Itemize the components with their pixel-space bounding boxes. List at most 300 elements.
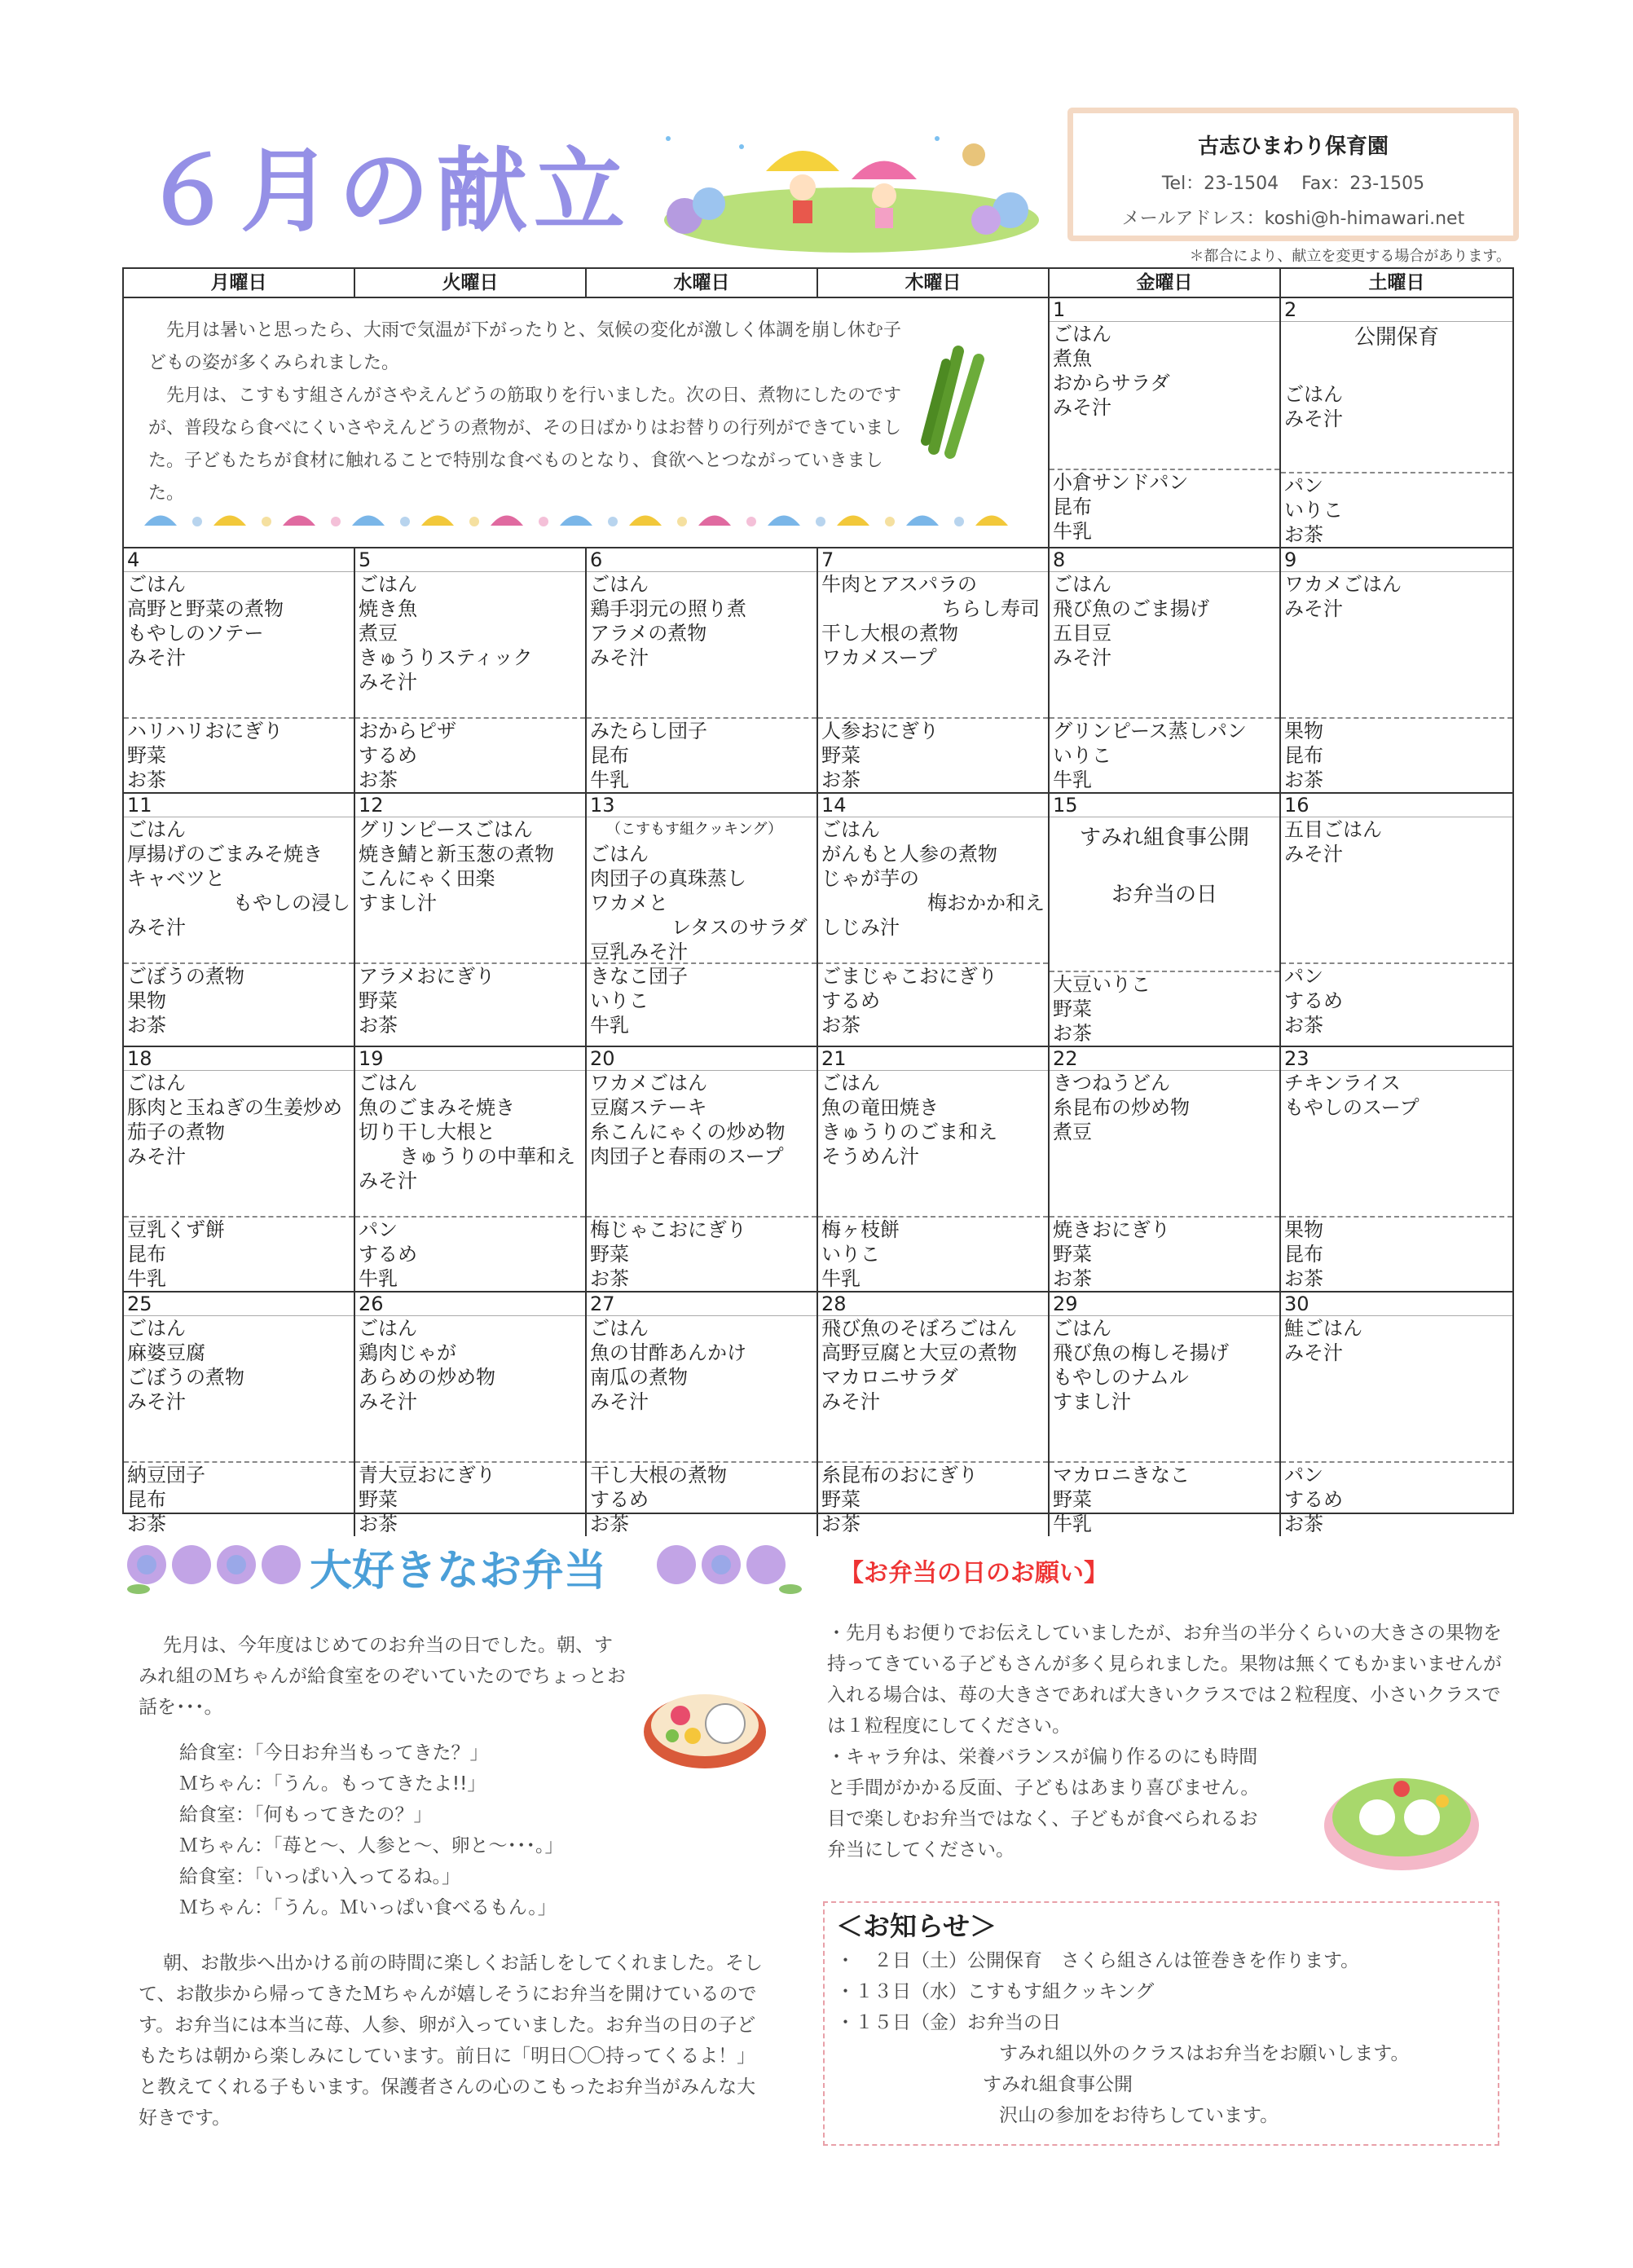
menu-item: 鮭ごはん <box>1284 1317 1362 1340</box>
snack-menu <box>355 1463 585 1536</box>
dialog-line: Ｍちゃん：「苺と～、人参と～、卵と～･･･。」 <box>179 1835 564 1856</box>
menu-item: お茶 <box>127 768 166 791</box>
lunch-menu <box>355 1316 585 1463</box>
day-cell <box>355 1047 587 1293</box>
lunch-menu <box>1050 322 1279 470</box>
menu-item: 糸こんにゃくの炒め物 <box>590 1121 786 1143</box>
menu-item: みそ汁 <box>1053 396 1111 419</box>
menu-item: ごはん <box>1053 1317 1111 1340</box>
school-name: 古志ひまわり保育園 <box>1197 134 1389 159</box>
menu-item: みそ汁 <box>127 646 186 669</box>
day-number: 1 <box>1050 298 1279 322</box>
menu-item: 魚のごまみそ焼き <box>359 1096 515 1119</box>
menu-item: するめ <box>359 1243 417 1266</box>
day-number: 16 <box>1281 794 1512 817</box>
menu-item: お茶 <box>821 1014 861 1037</box>
day-number: 9 <box>1281 548 1512 572</box>
day-number: 30 <box>1281 1293 1512 1316</box>
menu-item: お茶 <box>359 768 398 791</box>
menu-item: ごまじゃこおにぎり <box>821 965 997 988</box>
menu-item: 煮豆 <box>359 622 398 645</box>
lunch-menu <box>1050 572 1279 719</box>
lunch-menu <box>1050 826 1279 972</box>
snack-menu <box>1050 470 1279 544</box>
change-note: ＊都合により、献立を変更する場合があります。 <box>1189 248 1511 265</box>
day-number: 23 <box>1281 1047 1512 1071</box>
day-number: 13 <box>587 794 816 817</box>
menu-item: 昆布 <box>1053 495 1092 518</box>
menu-item: じゃが芋の <box>821 867 919 890</box>
snack-menu <box>1050 972 1279 1046</box>
day-cell <box>818 1293 1050 1536</box>
day-number: 5 <box>355 548 585 572</box>
menu-item: お茶 <box>1284 1014 1323 1037</box>
menu-item: キャベツと <box>127 867 225 890</box>
menu-item: 魚の竜田焼き <box>821 1096 939 1119</box>
menu-item: 茄子の煮物 <box>127 1121 225 1143</box>
day-cell <box>1281 548 1512 794</box>
lunch-menu <box>124 1316 354 1463</box>
menu-item: 厚揚げのごまみそ焼き <box>127 843 323 865</box>
menu-item: しじみ汁 <box>821 916 900 939</box>
menu-item: ごぼうの煮物 <box>127 965 244 988</box>
school-info-box <box>1067 108 1519 241</box>
menu-item: すまし汁 <box>359 892 437 914</box>
menu-item: 飛び魚の梅しそ揚げ <box>1053 1341 1229 1364</box>
menu-item: 昆布 <box>1284 1243 1323 1266</box>
contact-email: メールアドレス：koshi@h-himawari.net <box>1121 209 1465 229</box>
menu-item: すまし汁 <box>1053 1390 1131 1413</box>
dialog-line: Ｍちゃん：「うん。Ｍいっぱい食べるもん。」 <box>179 1897 557 1918</box>
dialog-line: 給食室：「いっぱい入ってるね。」 <box>179 1866 460 1887</box>
lunch-menu <box>1281 817 1512 964</box>
intro-paragraph: 先月は、こすもす組さんがさやえんどうの筋取りを行いました。次の日、煮物にしたのですが、普段なら食べにくいさやえんどうの煮物が、その日ばかりはお替りの行列ができていました。子どもたちが食材に触れることで特別な食べものとなり、食欲へとつながっていきました。 <box>148 385 902 504</box>
menu-item: 野菜 <box>1053 1243 1092 1266</box>
day-number: 19 <box>355 1047 585 1071</box>
lunch-menu <box>1281 325 1512 473</box>
day-cell <box>1050 298 1281 548</box>
lunch-menu <box>355 817 585 964</box>
menu-item: 納豆団子 <box>127 1464 205 1486</box>
header-sat: 土曜日 <box>1281 269 1512 298</box>
day-number: 20 <box>587 1047 816 1071</box>
menu-item: いりこ <box>1284 499 1343 522</box>
menu-item: お茶 <box>590 1513 629 1535</box>
menu-item: お茶 <box>1284 1267 1323 1290</box>
menu-calendar <box>122 267 1514 1535</box>
menu-item: お茶 <box>359 1513 398 1535</box>
snack-menu <box>1281 719 1512 792</box>
menu-item: いりこ <box>1053 744 1111 767</box>
asparagus-icon <box>918 335 991 457</box>
header-fri: 金曜日 <box>1050 269 1281 298</box>
menu-item: するめ <box>821 989 880 1012</box>
lunch-menu <box>818 572 1048 719</box>
menu-item: 梅じゃこおにぎり <box>590 1218 746 1241</box>
rain-kids-illustration <box>652 122 1051 236</box>
fax: Fax：23-1505 <box>1301 174 1425 194</box>
menu-item: きゅうりのごま和え <box>821 1121 997 1143</box>
menu-item: ごぼうの煮物 <box>127 1366 244 1389</box>
menu-item: みそ汁 <box>127 1390 186 1413</box>
lunch-menu <box>818 1071 1048 1218</box>
lunch-menu <box>355 572 585 719</box>
snack-menu <box>587 1463 816 1536</box>
day-number: 22 <box>1050 1047 1279 1071</box>
menu-item: 大豆いりこ <box>1053 973 1151 996</box>
day-number: 15 <box>1050 794 1279 817</box>
menu-item: ごはん <box>127 1317 186 1340</box>
menu-item: ごはん <box>1053 573 1111 596</box>
menu-item: 高野と野菜の煮物 <box>127 597 284 620</box>
menu-item: みそ汁 <box>1284 1341 1343 1364</box>
header-mon: 月曜日 <box>124 269 355 298</box>
menu-item: 飛び魚のそぼろごはん <box>821 1317 1017 1340</box>
dialog-line: 給食室：「今日お弁当もってきた？」 <box>179 1742 489 1764</box>
menu-item: アラメおにぎり <box>359 965 495 988</box>
menu-item: みそ汁 <box>1284 843 1343 865</box>
character-bento-illustration <box>1320 1752 1483 1874</box>
day-number: 7 <box>818 548 1048 572</box>
snack-menu <box>124 719 354 792</box>
menu-item: 魚の甘酢あんかけ <box>590 1341 746 1364</box>
day-number: 26 <box>355 1293 585 1316</box>
menu-item: きゅうりスティック <box>359 646 533 669</box>
menu-item: 小倉サンドパン <box>1053 471 1189 494</box>
day-number: 28 <box>818 1293 1048 1316</box>
snack-menu <box>1281 964 1512 1037</box>
menu-item: 豆乳くず餅 <box>127 1218 225 1241</box>
dialog-line: 給食室：「何もってきたの？」 <box>179 1804 433 1825</box>
day-cell <box>587 1047 818 1293</box>
menu-item: 青大豆おにぎり <box>359 1464 495 1486</box>
menu-item: 果物 <box>1284 1218 1323 1241</box>
lunch-menu <box>1281 572 1512 719</box>
event-label: お弁当の日 <box>1111 883 1217 907</box>
snack-menu <box>1050 1463 1279 1536</box>
menu-item: ごはん <box>1284 383 1343 406</box>
menu-item: 麻婆豆腐 <box>127 1341 205 1364</box>
day-cell <box>818 794 1050 1047</box>
menu-item: 牛乳 <box>1053 520 1092 543</box>
header-tue: 火曜日 <box>355 269 587 298</box>
menu-item: 梅ヶ枝餅 <box>821 1218 900 1241</box>
day-cell <box>355 1293 587 1536</box>
menu-item: いりこ <box>821 1243 880 1266</box>
menu-item: みそ汁 <box>821 1390 880 1413</box>
menu-item: お茶 <box>127 1014 166 1037</box>
menu-item: 野菜 <box>127 744 166 767</box>
menu-item: お茶 <box>1284 1513 1323 1535</box>
menu-item: ワカメごはん <box>1284 573 1402 596</box>
menu-item: 南瓜の煮物 <box>590 1366 688 1389</box>
day-number: 12 <box>355 794 585 817</box>
header-thu: 木曜日 <box>818 269 1050 298</box>
menu-item: 牛乳 <box>821 1267 861 1290</box>
menu-item: 煮魚 <box>1053 347 1092 370</box>
lunch-menu <box>355 1071 585 1218</box>
menu-item: 五目豆 <box>1053 622 1111 645</box>
menu-item: お茶 <box>821 768 861 791</box>
menu-item: みそ汁 <box>359 1390 417 1413</box>
menu-item: するめ <box>1284 989 1343 1012</box>
snack-menu <box>124 1463 354 1536</box>
menu-item: ごはん <box>359 1317 417 1340</box>
menu-item: きゅうりの中華和え <box>399 1145 575 1168</box>
menu-item: パン <box>1284 1464 1323 1486</box>
lunch-menu <box>587 1316 816 1463</box>
menu-item: みそ汁 <box>1284 597 1343 620</box>
menu-item: ごはん <box>590 843 649 865</box>
dialog-line: Ｍちゃん：「うん。もってきたよ!!」 <box>179 1773 486 1795</box>
day-number: 2 <box>1281 298 1512 322</box>
menu-item: 果物 <box>127 989 166 1012</box>
menu-item: 豚肉と玉ねぎの生姜炒め <box>127 1096 342 1119</box>
day-cell <box>124 794 355 1047</box>
day-cell <box>124 1047 355 1293</box>
menu-item: 鶏手羽元の照り煮 <box>590 597 746 620</box>
day-cell <box>1050 548 1281 794</box>
lunch-menu <box>124 817 354 964</box>
day-cell <box>587 794 818 1047</box>
menu-item: 焼き鯖と新玉葱の煮物 <box>359 843 554 865</box>
menu-item: レタスのサラダ <box>671 916 808 939</box>
menu-item: 焼き魚 <box>359 597 417 620</box>
snack-menu <box>355 719 585 792</box>
notice-line: すみれ組食事公開 <box>983 2074 1133 2095</box>
menu-item: みたらし団子 <box>590 720 707 742</box>
menu-item: ごはん <box>1053 323 1111 346</box>
menu-item: 牛乳 <box>590 1014 629 1037</box>
menu-item: もやしのスープ <box>1284 1096 1420 1119</box>
snack-menu <box>818 1218 1048 1291</box>
menu-item: みそ汁 <box>359 1169 417 1192</box>
menu-item: 煮豆 <box>1053 1121 1092 1143</box>
menu-item: いりこ <box>590 989 649 1012</box>
menu-item: 豆腐ステーキ <box>590 1096 707 1119</box>
menu-item: 肉団子の真珠蒸し <box>590 867 746 890</box>
menu-item: きつねうどん <box>1053 1072 1170 1094</box>
menu-item: ワカメスープ <box>821 646 937 669</box>
snack-menu <box>124 964 354 1037</box>
lunch-menu <box>1281 1316 1512 1463</box>
request-p2: ・キャラ弁は、栄養バランスが偏り作るのにも時間と手間がかかる反面、子どもはあまり喜びません。目で楽しむお弁当ではなく、子どもが食べられるお弁当にしてください。 <box>827 1746 1260 1861</box>
day-cell <box>355 548 587 794</box>
page-title: ６月の献立 <box>143 139 632 244</box>
request-p1: ・先月もお便りでお伝えしていましたが、お弁当の半分くらいの大きさの果物を持ってきている子どもさんが多く見られました。果物は無くてもかまいませんが入れる場合は、苺の大きさであれば大きいクラスでは２粒程度、小さいクラスでは１粒程度にしてください。 <box>827 1623 1502 1737</box>
menu-item: 牛乳 <box>359 1267 398 1290</box>
intro-paragraph: 先月は暑いと思ったら、大雨で気温が下がったりと、気候の変化が激しく体調を崩し休む子どもの姿が多くみられました。 <box>148 320 902 373</box>
snack-menu <box>818 964 1048 1037</box>
menu-item: グリンピースごはん <box>359 818 533 841</box>
day-number: 14 <box>818 794 1048 817</box>
menu-item: ちらし寿司 <box>942 597 1040 620</box>
day-cell <box>818 548 1050 794</box>
snack-menu <box>1050 1218 1279 1291</box>
menu-item: 糸昆布の炒め物 <box>1053 1096 1190 1119</box>
menu-item: 野菜 <box>821 744 861 767</box>
cooking-note: （こすもす組クッキング） <box>606 821 782 838</box>
day-cell <box>1050 794 1281 1047</box>
day-number: 18 <box>124 1047 354 1071</box>
day-number: 11 <box>124 794 354 817</box>
menu-item: お茶 <box>1053 1022 1092 1045</box>
menu-item: ごはん <box>359 573 417 596</box>
day-cell <box>587 1293 818 1536</box>
lunch-menu <box>1050 1071 1279 1218</box>
request-title: 【お弁当の日のお願い】 <box>839 1559 1108 1588</box>
menu-item: 牛肉とアスパラの <box>821 573 978 596</box>
snack-menu <box>355 964 585 1037</box>
menu-item: もやしの浸し <box>233 892 350 914</box>
bento-box-illustration <box>640 1675 770 1773</box>
day-cell <box>818 1047 1050 1293</box>
menu-item: 昆布 <box>590 744 629 767</box>
menu-item: 飛び魚のごま揚げ <box>1053 597 1209 620</box>
snack-menu <box>587 1218 816 1291</box>
menu-item: 豆乳みそ汁 <box>590 940 688 963</box>
umbrella-decoration <box>140 501 1053 542</box>
day-cell <box>1281 1293 1512 1536</box>
menu-item: ごはん <box>821 818 880 841</box>
menu-item: みそ汁 <box>1284 407 1343 430</box>
menu-item: ワカメごはん <box>590 1072 707 1094</box>
event-label: すみれ組食事公開 <box>1079 826 1249 850</box>
menu-item: ワカメと <box>590 892 668 914</box>
day-number: 29 <box>1050 1293 1279 1316</box>
menu-item: ごはん <box>590 1317 649 1340</box>
day-number: 8 <box>1050 548 1279 572</box>
menu-item: 高野豆腐と大豆の煮物 <box>821 1341 1017 1364</box>
menu-item: 牛乳 <box>1053 768 1092 791</box>
contact-phone <box>1073 170 1513 195</box>
menu-item: もやしのソテー <box>127 622 264 645</box>
notice-box <box>823 1901 1499 2146</box>
menu-item: 野菜 <box>590 1243 629 1266</box>
lunch-menu <box>587 572 816 719</box>
menu-item: 焼きおにぎり <box>1053 1218 1170 1241</box>
menu-item: みそ汁 <box>127 916 186 939</box>
menu-item: グリンピース蒸しパン <box>1053 720 1247 742</box>
menu-item: マカロニサラダ <box>821 1366 958 1389</box>
menu-item: もやしのナムル <box>1053 1366 1189 1389</box>
menu-item: 野菜 <box>359 989 398 1012</box>
menu-item: ハリハリおにぎり <box>127 720 284 742</box>
menu-item: みそ汁 <box>359 671 417 694</box>
menu-item: 五目ごはん <box>1284 818 1382 841</box>
menu-item: 牛乳 <box>590 768 629 791</box>
snack-menu <box>1281 473 1512 547</box>
menu-item: するめ <box>590 1488 649 1511</box>
menu-item: 糸昆布のおにぎり <box>821 1464 978 1486</box>
menu-item: ごはん <box>127 818 186 841</box>
day-cell <box>1050 1047 1281 1293</box>
menu-item: お茶 <box>359 1014 398 1037</box>
day-cell <box>1281 298 1512 548</box>
menu-item: そうめん汁 <box>821 1145 919 1168</box>
day-number: 6 <box>587 548 816 572</box>
menu-item: 野菜 <box>1053 1488 1092 1511</box>
lunch-menu <box>587 1071 816 1218</box>
notice-title: ＜お知らせ＞ <box>836 1910 997 1942</box>
menu-item: お茶 <box>127 1513 166 1535</box>
notice-line: すみれ組以外のクラスはお弁当をお願いします。 <box>999 2043 1410 2064</box>
day-cell <box>1281 794 1512 1047</box>
menu-item: するめ <box>359 744 417 767</box>
day-cell <box>124 1293 355 1536</box>
menu-item: みそ汁 <box>590 1390 649 1413</box>
menu-item: するめ <box>1284 1488 1343 1511</box>
menu-item: 牛乳 <box>1053 1513 1092 1535</box>
notice-line: ・１３日（水）こすもす組クッキング <box>836 1981 1155 2002</box>
event-label: 公開保育 <box>1353 325 1439 350</box>
menu-item: お茶 <box>1284 768 1323 791</box>
menu-item: 人参おにぎり <box>821 720 939 742</box>
notice-line: ・ ２日（土）公開保育 さくら組さんは笹巻きを作ります。 <box>836 1950 1360 1971</box>
menu-item: みそ汁 <box>590 646 649 669</box>
lunch-menu <box>1050 1316 1279 1463</box>
header-wed: 水曜日 <box>587 269 818 298</box>
snack-menu <box>355 1218 585 1291</box>
day-cell <box>587 548 818 794</box>
menu-item: パン <box>1284 965 1323 988</box>
bento-intro: 先月は、今年度はじめてのお弁当の日でした。朝、すみれ組のＭちゃんが給食室をのぞいていたのでちょっとお話を･･･。 <box>139 1635 626 1718</box>
day-cell <box>1281 1047 1512 1293</box>
menu-item: パン <box>359 1218 398 1241</box>
snack-menu <box>818 719 1048 792</box>
lunch-menu <box>818 817 1048 964</box>
menu-item: お茶 <box>1053 1267 1092 1290</box>
menu-item: きなこ団子 <box>590 965 688 988</box>
day-cell <box>355 794 587 1047</box>
menu-item: 果物 <box>1284 720 1323 742</box>
menu-item: アラメの煮物 <box>590 622 707 645</box>
menu-item: お茶 <box>590 1267 629 1290</box>
menu-item: 干し大根の煮物 <box>821 622 958 645</box>
menu-item: ごはん <box>590 573 649 596</box>
notice-line: ・１５日（金）お弁当の日 <box>836 2012 1061 2033</box>
menu-item: みそ汁 <box>127 1145 186 1168</box>
menu-item: チキンライス <box>1284 1072 1401 1094</box>
lunch-menu <box>587 817 816 964</box>
notice-line: 沢山の参加をお待ちしています。 <box>999 2105 1279 2126</box>
day-cell <box>1050 1293 1281 1536</box>
snack-menu <box>818 1463 1048 1536</box>
lunch-menu <box>1281 1071 1512 1218</box>
menu-item: ごはん <box>359 1072 417 1094</box>
menu-item: 昆布 <box>127 1243 166 1266</box>
menu-item: ごはん <box>127 573 186 596</box>
menu-item: 鶏肉じゃが <box>359 1341 456 1364</box>
menu-item: ごはん <box>821 1072 880 1094</box>
menu-item: マカロニきなこ <box>1053 1464 1190 1486</box>
menu-item: お茶 <box>1284 523 1323 546</box>
day-number: 27 <box>587 1293 816 1316</box>
menu-item: 昆布 <box>127 1488 166 1511</box>
menu-item: 切り干し大根と <box>359 1121 495 1143</box>
menu-item: がんもと人参の煮物 <box>821 843 997 865</box>
snack-menu <box>1281 1463 1512 1536</box>
menu-item: 干し大根の煮物 <box>590 1464 727 1486</box>
day-number: 21 <box>818 1047 1048 1071</box>
menu-item: 牛乳 <box>127 1267 166 1290</box>
day-number: 25 <box>124 1293 354 1316</box>
snack-menu <box>587 719 816 792</box>
intro-notes <box>124 298 1050 548</box>
menu-item: おからピザ <box>359 720 456 742</box>
menu-item: お茶 <box>821 1513 861 1535</box>
menu-item: 昆布 <box>1284 744 1323 767</box>
